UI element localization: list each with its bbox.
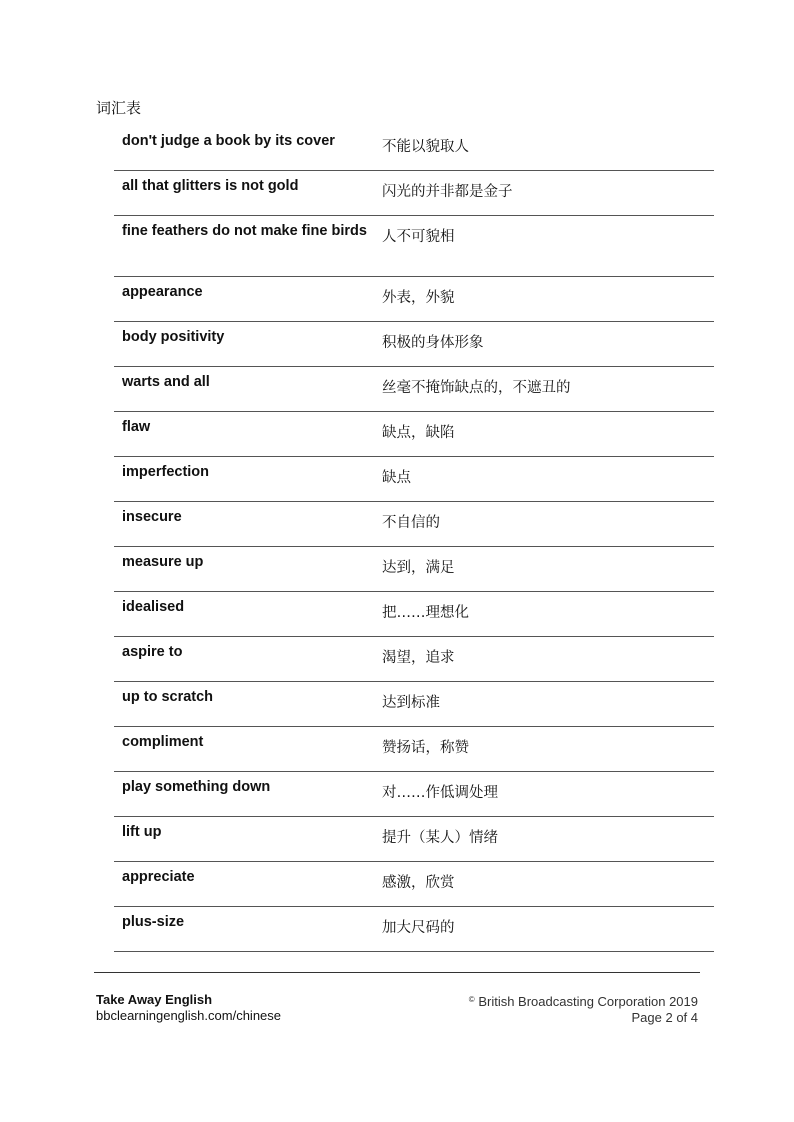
vocab-term: appreciate: [114, 862, 374, 907]
vocab-definition: 赞扬话，称赞: [374, 727, 714, 772]
table-row: [114, 817, 714, 862]
vocab-definition: 不自信的: [374, 502, 714, 547]
table-row: [114, 171, 714, 216]
vocab-term: fine feathers do not make fine birds: [114, 216, 374, 277]
table-row: [114, 277, 714, 322]
table-row: [114, 322, 714, 367]
table-row: [114, 772, 714, 817]
vocab-term: appearance: [114, 277, 374, 322]
vocab-definition: 达到，满足: [374, 547, 714, 592]
table-row: [114, 457, 714, 502]
vocabulary-table: [114, 126, 714, 952]
vocab-term: insecure: [114, 502, 374, 547]
footer-right: [469, 992, 698, 1026]
copyright-text: British Broadcasting Corporation 2019: [478, 994, 698, 1009]
vocab-term: idealised: [114, 592, 374, 637]
copyright-line: [469, 992, 698, 1010]
table-row: [114, 216, 714, 277]
table-row: [114, 907, 714, 952]
vocab-term: compliment: [114, 727, 374, 772]
vocab-term: body positivity: [114, 322, 374, 367]
vocab-definition: 缺点，缺陷: [374, 412, 714, 457]
vocab-term: up to scratch: [114, 682, 374, 727]
vocab-term: all that glitters is not gold: [114, 171, 374, 216]
vocab-term: aspire to: [114, 637, 374, 682]
table-row: [114, 862, 714, 907]
vocab-definition: 达到标准: [374, 682, 714, 727]
vocab-definition: 缺点: [374, 457, 714, 502]
vocab-definition: 积极的身体形象: [374, 322, 714, 367]
vocab-definition: 闪光的并非都是金子: [374, 171, 714, 216]
table-row: [114, 412, 714, 457]
table-row: [114, 126, 714, 171]
vocab-definition: 对……作低调处理: [374, 772, 714, 817]
table-row: [114, 502, 714, 547]
table-row: [114, 367, 714, 412]
vocab-definition: 把……理想化: [374, 592, 714, 637]
table-row: [114, 682, 714, 727]
vocab-term: warts and all: [114, 367, 374, 412]
footer-divider: [94, 972, 700, 973]
vocab-definition: 外表，外貌: [374, 277, 714, 322]
vocab-term: imperfection: [114, 457, 374, 502]
vocab-term: don't judge a book by its cover: [114, 126, 374, 171]
vocab-definition: 加大尺码的: [374, 907, 714, 952]
vocab-term: measure up: [114, 547, 374, 592]
website-link[interactable]: bbclearningenglish.com/chinese: [96, 1008, 282, 1023]
table-row: [114, 727, 714, 772]
vocab-definition: 不能以貌取人: [374, 126, 714, 171]
series-title: Take Away English: [96, 992, 213, 1007]
vocab-term: plus-size: [114, 907, 374, 952]
vocab-definition: 渴望，追求: [374, 637, 714, 682]
page-heading: 词汇表: [96, 99, 142, 117]
vocab-definition: 提升（某人）情绪: [374, 817, 714, 862]
footer-left: [96, 992, 281, 1024]
copyright-symbol: ©: [468, 995, 475, 1004]
vocab-term: lift up: [114, 817, 374, 862]
table-row: [114, 547, 714, 592]
table-row: [114, 637, 714, 682]
vocab-definition: 感激，欣赏: [374, 862, 714, 907]
vocab-term: play something down: [114, 772, 374, 817]
vocab-term: flaw: [114, 412, 374, 457]
table-row: [114, 592, 714, 637]
page-number: Page 2 of 4: [631, 1010, 698, 1025]
vocab-definition: 丝毫不掩饰缺点的，不遮丑的: [374, 367, 714, 412]
vocab-definition: 人不可貌相: [374, 216, 714, 277]
